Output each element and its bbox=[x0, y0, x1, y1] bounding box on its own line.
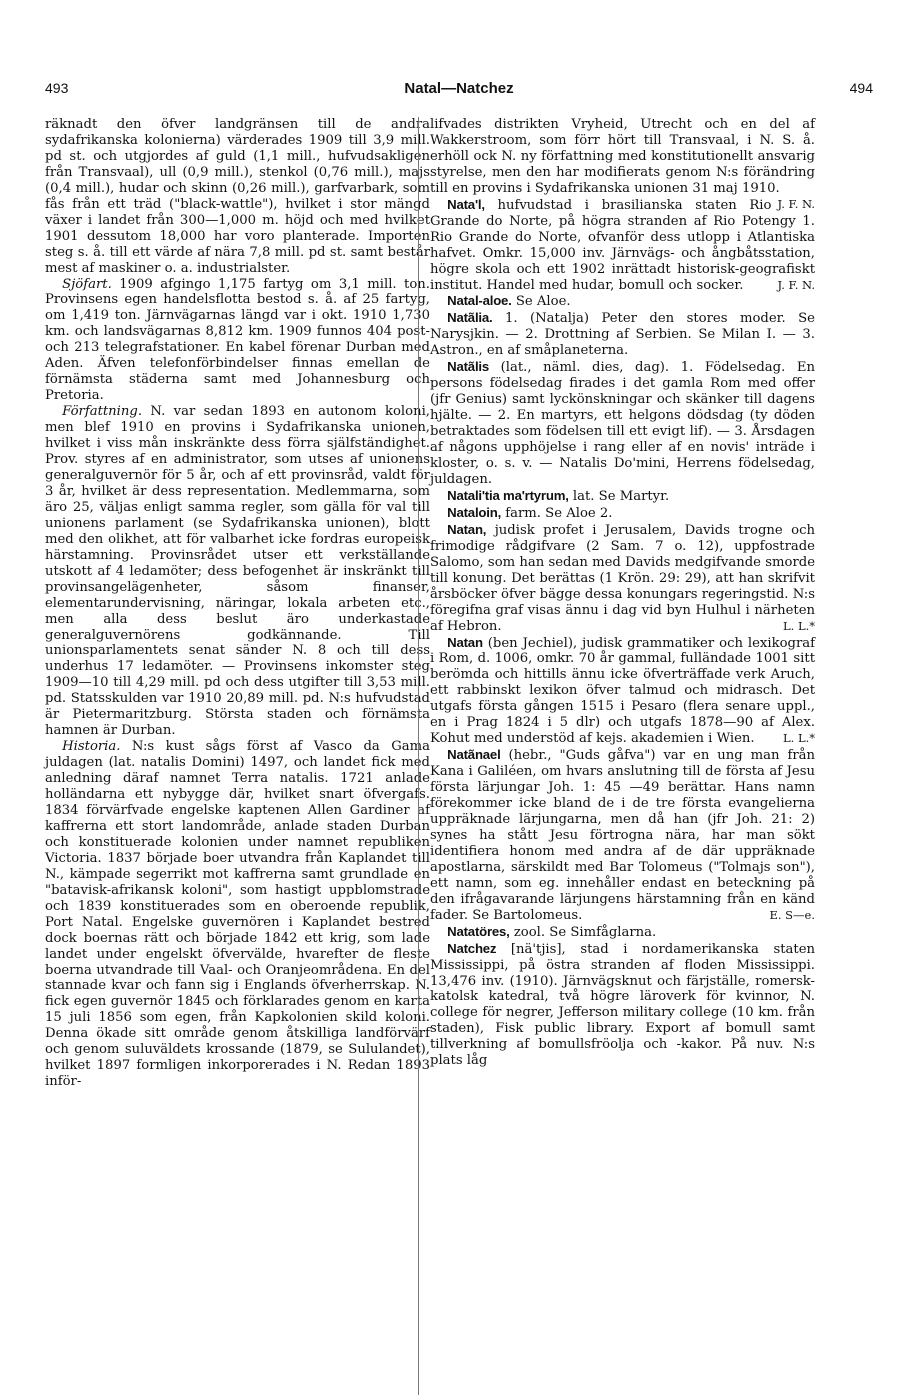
entry bbox=[430, 310, 815, 359]
entry-head: Natan bbox=[447, 634, 483, 650]
paragraph-text: N. var sedan 1893 en autonom koloni, men blef 1910 en provins i Sydafrikanska unionen, hvilket i viss mån inskränkte dess förra själfständighet. Prov. styres af en administrator, som utses af unionens generalguvernör för 5 år, och af ett provinsråd, valdt för 3 år, hvilket är dess representation. Medlemmarna, som äro 25, väljas enligt samma regler, som gälla för val till unionens parlament (se Sydafrikanska unionen), blott med den olikhet, att för valbarhet icke fordras europeisk härstamning. Provinsrådet utser ett verkställande utskott af 4 ledamöter; dess befogenhet är inskränkt till provinsangelägenheter, såsom finanser, elementarundervisning, näringar, lokala arbeten etc., men alla dess beslut äro underkastade generalguvernörens godkännande. Till unionsparlamentets senat sänder N. 8 och till dess underhus 17 ledamöter. — Provinsens inkomster steg 1909—10 till 4,29 mill. pd och dess utgifter till 3,53 mill. pd. Statsskulden var 1910 20,89 mill. pd. N:s hufvudstad är Pietermaritzburg. Största staden och förnämsta hamnen är Durban. bbox=[45, 404, 430, 739]
right-column bbox=[430, 117, 815, 1069]
entry bbox=[430, 293, 815, 310]
column-divider bbox=[418, 117, 419, 1395]
entry-text: (hebr., "Guds gåfva") var en ung man från Kana i Galiléen, om hvars anslutning till de första af Jesu första lärjungar Joh. 1: 45 —49 berättar. Hans namn förekommer icke bland de i de tre första evangelierna uppräknade lärjungarna, men då han (jfr Joh. 21: 2) synes ha stått Jesu förtrogna nära, har man sökt identifiera honom med andra af de där uppräknade apostlarna, särskildt med Bar Tolomeus ("Tolmajs son"), ett namn, som eg. innehåller endast en beteckning på den ifrågavarande lärjungens härstamning från en känd fader. Se Bartolomeus. bbox=[430, 748, 815, 923]
page-title: Natal—Natchez bbox=[404, 80, 514, 97]
entry-head: Natãlia. bbox=[447, 310, 493, 326]
entry-text: lat. Se Martyr. bbox=[572, 488, 670, 504]
entry bbox=[430, 747, 815, 923]
signature: J. F. N. bbox=[777, 277, 815, 292]
section-label: Historia. bbox=[62, 739, 121, 755]
entry-text: 1. (Natalja) Peter den stores moder. Se Narysjkin. — 2. Drottning af Serbien. Se Milan I. — 3. Astron., en af småplaneterna. bbox=[430, 311, 815, 359]
entry-head: Natal-aloe. bbox=[447, 293, 512, 309]
paragraph bbox=[45, 277, 430, 405]
entry bbox=[430, 924, 815, 941]
entry-head: Natan, bbox=[447, 521, 487, 537]
page-header bbox=[45, 80, 873, 102]
entry-text: zool. Se Simfåglarna. bbox=[513, 924, 657, 940]
signature: L. L.* bbox=[783, 731, 815, 746]
entry bbox=[430, 488, 815, 505]
entry-head: Nataloin, bbox=[447, 504, 502, 520]
entry bbox=[430, 522, 815, 635]
entry-head: Natãlis bbox=[447, 359, 490, 375]
entry bbox=[430, 635, 815, 748]
paragraph bbox=[45, 739, 430, 1090]
entry-text: hufvudstad i brasilianska staten Rio Grande do Norte, på högra stranden af Rio Potengy 1. Rio Grande do Norte, ofvanför dess utlopp i Atlantiska hafvet. Omkr. 15,000 inv. Järnvägs- och ångbåtsstation, högre skola och ett 1902 inrättadt historisk-geografiskt institut. Handel med hudar, bomull och socker. bbox=[430, 197, 815, 293]
signature: J. F. N. bbox=[777, 196, 815, 211]
section-label: Sjöfart. bbox=[62, 276, 112, 292]
entry-head: Natali'tia ma'rtyrum, bbox=[447, 487, 569, 503]
signature: E. S—e. bbox=[769, 907, 815, 922]
entry-text: judisk profet i Jerusalem, Davids trogne och frimodige rådgifvare (2 Sam. 7 o. 12), uppfostrade Salomo, som han sedan med Davids medgifvande smorde till konung. Det berättas (1 Krön. 29: 29), att han skrifvit årsböcker öfver bägge dessa konungars regeringstid. N:s föregifna graf visas ännu i dag vid byn Hulhul i närheten af Hebron. bbox=[430, 522, 815, 634]
section-label: Författning. bbox=[62, 404, 143, 420]
entry-text: Se Aloe. bbox=[515, 294, 571, 310]
entry-head: Natãnael bbox=[447, 747, 501, 763]
entry bbox=[430, 505, 815, 522]
entry-head: Natchez bbox=[447, 940, 497, 956]
page-number-left: 493 bbox=[45, 80, 69, 96]
paragraph-text: 1909 afgingo 1,175 fartyg om 3,1 mill. ton. Provinsens egen handelsflotta bestod s. å. af 25 fartyg, om 1,419 ton. Järnvägarnas längd var i okt. 1910 1,730 km. och landsvägarnas 8,812 km. 1909 funnos 404 post- och 213 telegrafstationer. En kabel förenar Durban med Aden. Äfven telefonförbindelser finnas emellan de förnämsta städerna samt med Johannesburg och Pretoria. bbox=[45, 276, 430, 404]
entry bbox=[430, 941, 815, 1070]
left-column bbox=[45, 117, 430, 1090]
entry-head: Natatöres, bbox=[447, 923, 510, 939]
entry-text: farm. Se Aloe 2. bbox=[505, 505, 613, 521]
entry-text: lifvades distrikten Vryheid, Utrecht och en del af Wakkerstroom, som förr hört till Transvaal, i N. S. å. erhöll ock N. ny författning med konstitutionellt ansvarig styrelse, men den har modifierats genom N:s förändring till en provins i Sydafrikanska unionen 31 maj 1910. bbox=[430, 117, 815, 196]
entry-text: (lat., näml. dies, dag). 1. Födelsedag. En persons födelsedag firades i det gamla Rom med offer (jfr Genius) samt lyckönskningar och skänker till dagens hjälte. — 2. En martyrs, ett helgons dödsdag (ty döden betraktades som födelsen till ett evigt lif). — 3. Årsdagen af någons upphöjelse i rang eller af en novis' inträde i kloster, o. s. v. — Natalis Do'mini, Herrens födelsedag, juldagen. bbox=[430, 360, 815, 487]
signature: L. L.* bbox=[783, 618, 815, 633]
entry bbox=[430, 197, 815, 294]
paragraph bbox=[45, 404, 430, 739]
paragraph: räknadt den öfver landgränsen till de andra sydafrikanska kolonierna) värderades 1909 till 3,9 mill. pd st. och utgjordes af guld (1,1 mill., hufvudsakligen från Transvaal), ull (0,9 mill.), stenkol (0,76 mill.), majs (0,4 mill.), hudar och skinn (0,26 mill.), garfvarbark, som fås från ett träd ("black-wattle"), hvilket i stor mängd växer i landet från 300—1,000 m. höjd och med hvilket 1901 dessutom 18,000 har voro planterade. Importen steg s. å. till ett värde af nära 7,8 mill. pd st. samt består mest af maskiner o. a. industrialster. bbox=[45, 117, 430, 276]
paragraph-text: N:s kust sågs först af Vasco da Gama juldagen (lat. natalis Domini) 1497, och landet fick med anledning däraf namnet Terra natalis. 1721 anlade holländarna ett nybygge där, hvilket snart öfvergafs. 1834 förvärfvade engelske kaptenen Allen Gardiner af kaffrerna ett stort landområde, anlade staden Durban och konstituerade kolonien under namnet republiken Victoria. 1837 började boer utvandra från Kaplandet till N., kämpade segerrikt mot kaffrerna samt grundlade en "batavisk-afrikansk koloni", som hastigt uppblomstrade och 1839 konstituerades som en oberoende republik, Port Natal. Engelske guvernören i Kaplandet bestred dock boernas rätt och började 1842 ett krig, som lade landet under engelskt öfvervälde, hvarefter de fleste boerna utvandrade till Vaal- och Oranjeområdena. En del stannade kvar och fann sig i Englands öfverherrskap. N. fick egen guvernör 1845 och förklarades genom en karta 15 juli 1856 som egen, från Kapkolonien skild koloni. Denna ökade sitt område genom åtskilliga landförvärf och genom suluväldets krossande (1879, se Sululandet), hvilket 1897 formligen inkorporerades i N. Redan 1893 inför- bbox=[45, 739, 430, 1090]
entry-text: [nä'tjis], stad i nordamerikanska staten Mississippi, på östra stranden af floden Mississippi. 13,476 inv. (1910). Järnvägsknut och färjställe, romersk-katolsk katedral, två högre läroverk för kvinnor, N. college för negrer, Jefferson military college (10 km. från staden), Fisk public library. Export af bomull samt tillverkning af bomullsfröolja och -kakor. På nuv. N:s plats låg bbox=[430, 941, 815, 1069]
entry bbox=[430, 359, 815, 488]
entry-text: (ben Jechiel), judisk grammatiker och lexikograf i Rom, d. 1006, omkr. 70 år gammal, fulländade 1001 sitt berömda och hittills ännu icke öfverträffade verk Aruch, ett rabbinskt lexikon öfver talmud och midrasch. Det utgafs första gången 1515 i Pesaro (flera senare uppl., en i Prag 1824 i 5 dlr) och utgafs 1878—90 af Alex. Kohut med understöd af kejs. akademien i Wien. bbox=[430, 635, 815, 747]
entry-head: Nata'l, bbox=[447, 196, 485, 212]
page-number-right: 494 bbox=[849, 80, 873, 96]
